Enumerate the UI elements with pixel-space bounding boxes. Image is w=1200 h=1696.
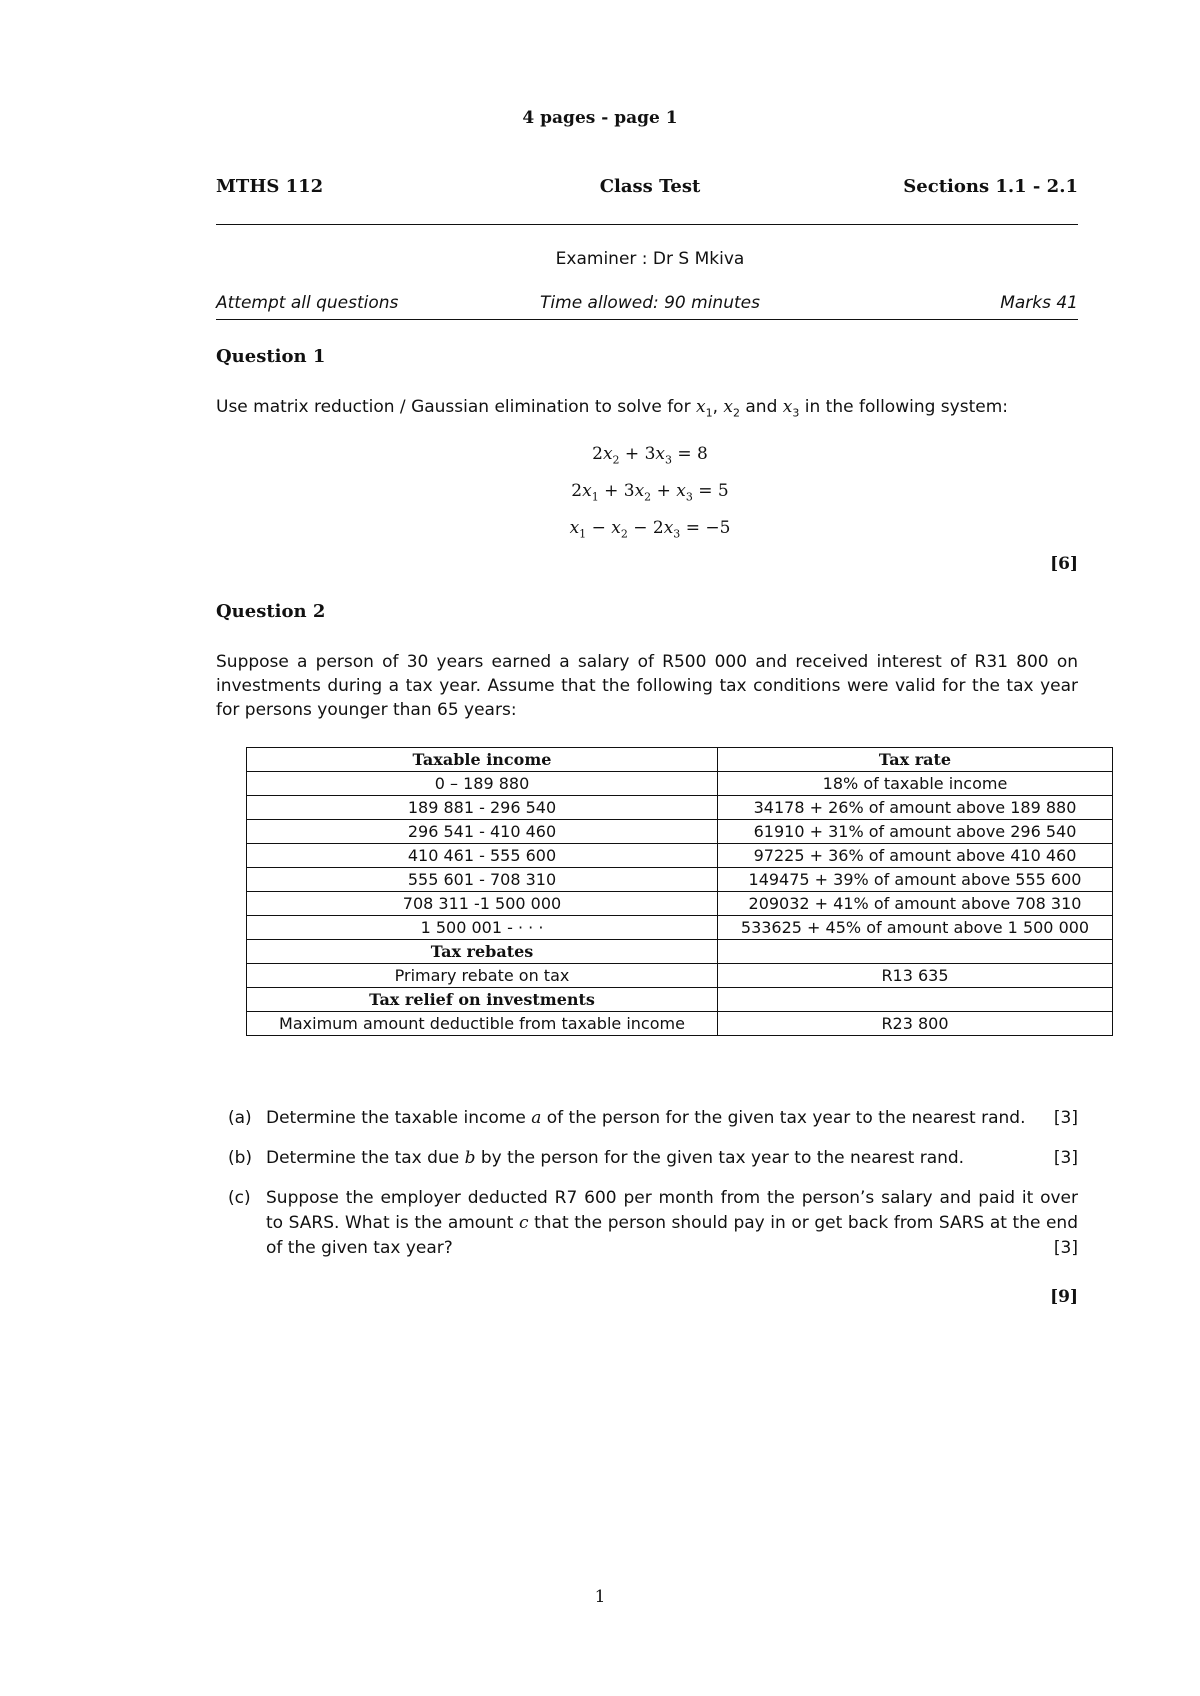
question-1-title: Question 1 bbox=[216, 346, 326, 367]
test-type: Class Test bbox=[599, 176, 701, 197]
tax-rate-cell: 97225 + 36% of amount above 410 460 bbox=[718, 844, 1113, 868]
tax-rebates-heading-row bbox=[247, 940, 1113, 964]
page-info: 4 pages - page 1 bbox=[522, 108, 678, 128]
question-1-marks: [6] bbox=[1050, 554, 1078, 574]
max-deductible-row bbox=[247, 1012, 1113, 1036]
tax-table-row bbox=[247, 844, 1113, 868]
taxable-income-cell: 0 – 189 880 bbox=[247, 772, 718, 796]
subheader-divider bbox=[216, 319, 1078, 320]
max-deductible-value: R23 800 bbox=[718, 1012, 1113, 1036]
tax-table-header: Taxable income bbox=[247, 748, 718, 772]
part-marks: [3] bbox=[1053, 1238, 1078, 1258]
q1-text-part: and bbox=[739, 397, 783, 417]
total-marks: Marks 41 bbox=[1000, 293, 1078, 313]
equation-2: $2x_1 + 3x_2 + x_3 = 5$ bbox=[571, 481, 729, 504]
part-variable: c bbox=[519, 1213, 529, 1233]
part-label: (b) bbox=[228, 1148, 253, 1168]
examiner: Examiner : Dr S Mkiva bbox=[555, 249, 745, 269]
part-label: (c) bbox=[228, 1188, 251, 1208]
part-variable: a bbox=[531, 1108, 542, 1128]
tax-rate-cell: 533625 + 45% of amount above 1 500 000 bbox=[718, 916, 1113, 940]
tax-table-header-row bbox=[247, 748, 1113, 772]
tax-table-row bbox=[247, 868, 1113, 892]
instructions: Attempt all questions bbox=[216, 293, 399, 313]
tax-rate-cell: 61910 + 31% of amount above 296 540 bbox=[718, 820, 1113, 844]
question-2a bbox=[216, 1106, 1078, 1131]
equation-3: $x_1 - x_2 - 2x_3 = -5$ bbox=[569, 518, 731, 541]
tax-table bbox=[246, 747, 1113, 1036]
part-text bbox=[266, 1106, 1034, 1131]
tax-relief-heading-row bbox=[247, 988, 1113, 1012]
primary-rebate-row bbox=[247, 964, 1113, 988]
page-number: 1 bbox=[594, 1587, 606, 1607]
part-variable: b bbox=[464, 1148, 476, 1168]
part-text-segment: Determine the tax due bbox=[266, 1148, 465, 1168]
tax-rate-cell: 209032 + 41% of amount above 708 310 bbox=[718, 892, 1113, 916]
tax-table-row bbox=[247, 772, 1113, 796]
q1-text-part: in the following system: bbox=[799, 397, 1008, 417]
tax-table-row bbox=[247, 796, 1113, 820]
course-code: MTHS 112 bbox=[216, 176, 324, 197]
tax-table-row bbox=[247, 892, 1113, 916]
taxable-income-cell: 555 601 - 708 310 bbox=[247, 868, 718, 892]
time-allowed: Time allowed: 90 minutes bbox=[540, 293, 760, 313]
tax-table-header: Tax rate bbox=[718, 748, 1113, 772]
tax-rate-cell: 34178 + 26% of amount above 189 880 bbox=[718, 796, 1113, 820]
part-marks: [3] bbox=[1053, 1108, 1078, 1128]
taxable-income-cell: 296 541 - 410 460 bbox=[247, 820, 718, 844]
empty-cell bbox=[718, 988, 1113, 1012]
q1-text-part: Use matrix reduction / Gaussian elimination to solve for bbox=[216, 397, 696, 417]
part-text-segment: that the person should pay in or get back from SARS at the end of the given tax year? bbox=[266, 1213, 1078, 1258]
part-text-segment: by the person for the given tax year to the nearest rand. bbox=[475, 1148, 965, 1168]
question-1-text: Use matrix reduction / Gaussian elimination to solve for $x_1$, $x_2$ and $x_3$ in the following system: bbox=[216, 397, 1008, 420]
tax-rate-cell: 18% of taxable income bbox=[718, 772, 1113, 796]
tax-table-row bbox=[247, 916, 1113, 940]
tax-table-row bbox=[247, 820, 1113, 844]
taxable-income-cell: 189 881 - 296 540 bbox=[247, 796, 718, 820]
question-2b bbox=[216, 1146, 1078, 1171]
question-2c bbox=[216, 1186, 1078, 1261]
question-2-title: Question 2 bbox=[216, 601, 326, 622]
part-marks: [3] bbox=[1053, 1148, 1078, 1168]
taxable-income-cell: 1 500 001 - · · · bbox=[247, 916, 718, 940]
tax-rate-cell: 149475 + 39% of amount above 555 600 bbox=[718, 868, 1113, 892]
taxable-income-cell: 708 311 -1 500 000 bbox=[247, 892, 718, 916]
empty-cell bbox=[718, 940, 1113, 964]
tax-rebates-heading: Tax rebates bbox=[247, 940, 718, 964]
part-text bbox=[266, 1186, 1078, 1261]
part-text-segment: of the person for the given tax year to the nearest rand. bbox=[541, 1108, 1026, 1128]
header-divider bbox=[216, 224, 1078, 225]
tax-relief-heading: Tax relief on investments bbox=[247, 988, 718, 1012]
sections-covered: Sections 1.1 - 2.1 bbox=[903, 176, 1078, 197]
part-text bbox=[266, 1146, 1034, 1171]
part-label: (a) bbox=[228, 1108, 252, 1128]
primary-rebate-value: R13 635 bbox=[718, 964, 1113, 988]
question-2-intro: Suppose a person of 30 years earned a salary of R500 000 and received interest of R31 800 on investments during a tax year. Assume that the following tax conditions were valid for the tax year for persons younger than 65 years: bbox=[216, 652, 1078, 720]
question-2-marks: [9] bbox=[1050, 1287, 1078, 1307]
max-deductible-label: Maximum amount deductible from taxable income bbox=[247, 1012, 718, 1036]
part-text-segment: Determine the taxable income bbox=[266, 1108, 532, 1128]
primary-rebate-label: Primary rebate on tax bbox=[247, 964, 718, 988]
part-text-segment: Suppose the employer deducted R7 600 per month from the person’s salary and paid it over to SARS. What is the amount bbox=[266, 1188, 1078, 1233]
equation-1: $2x_2 + 3x_3 = 8$ bbox=[592, 444, 708, 467]
taxable-income-cell: 410 461 - 555 600 bbox=[247, 844, 718, 868]
